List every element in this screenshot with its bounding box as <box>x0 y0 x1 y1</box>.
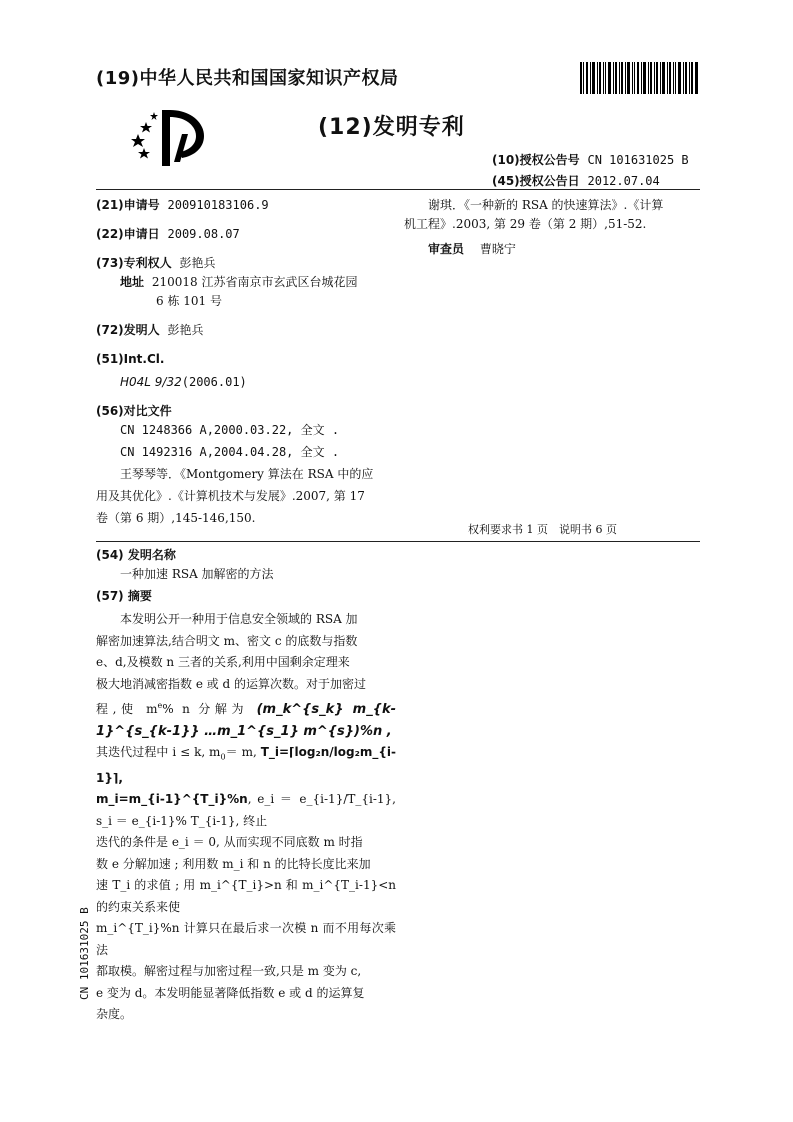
inventor: 彭艳兵 <box>167 323 204 337</box>
publication-number: CN 101631025 B <box>587 153 689 167</box>
header-divider <box>96 189 700 190</box>
abstract-label-row <box>96 587 396 606</box>
address-line-2: 6 栋 101 号 <box>156 294 222 308</box>
examiner: 曹晓宁 <box>479 242 516 256</box>
abstract-line-6: 其迭代过程中 i ≤ k, $m_0= m$, T_i=⌈log₂n/log₂m_{i-1}⌉, <box>96 745 396 785</box>
application-number-label: (21)申请号 <box>96 198 160 212</box>
filing-date-label: (22)申请日 <box>96 227 160 241</box>
address-label: 地址 <box>120 275 145 289</box>
patentee: 彭艳兵 <box>179 256 216 270</box>
intcl-year: (2006.01) <box>181 375 247 389</box>
filing-date: 2009.08.07 <box>167 227 240 241</box>
abstract-line-5: 程,使 $m^e\%$ n 分解为 (m_k^{s_k} m_{k-1}^{s_{k-1}} …m_1^{s_1} m^{s})%n , <box>96 701 397 739</box>
abstract-line-6-mid: ＝ m, <box>225 745 261 759</box>
abstract-line-13: e 变为 d。本发明能显著降低指数 e 或 d 的运算复 <box>96 985 365 1000</box>
biblio-divider <box>96 541 700 542</box>
invention-title-label: (54) 发明名称 <box>96 548 176 562</box>
inventor-label: (72)发明人 <box>96 323 160 337</box>
abstract-line-12: 都取模。解密过程与加密过程一致,只是 m 变为 c, <box>96 964 362 979</box>
bibliographic-data <box>96 196 396 528</box>
abstract-body <box>96 609 396 1026</box>
right-citations <box>404 196 704 259</box>
abstract-line-8: 迭代的条件是 e_i ＝ 0, 从而实现不同底数 m 时指 <box>96 835 363 850</box>
citation-3-line-3: 卷（第 6 期）,145-146,150. <box>96 511 256 525</box>
invention-title: 一种加速 RSA 加解密的方法 <box>120 567 274 581</box>
publication-number-label: (10)授权公告号 <box>492 153 580 167</box>
citation-1: CN 1248366 A,2000.03.22, 全文 . <box>120 423 340 437</box>
application-number: 200910183106.9 <box>167 198 269 212</box>
abstract-line-6-prefix: 其迭代过程中 i ≤ k, m <box>96 745 221 759</box>
citation-2: CN 1492316 A,2004.04.28, 全文 . <box>120 445 340 459</box>
abstract-line-10: 速 T_i 的求值 ; 用 m_i^{T_i}>n 和 m_i^{T_i-1}<n 的约束关系来使 <box>96 878 396 914</box>
abstract-line-7-rest: , e_i ＝ e_{i-1}/T_{i-1}, s_i ＝ e_{i-1}% T_{i-1}, 终止 <box>96 792 396 828</box>
citations-row <box>96 402 396 421</box>
patentee-label: (73)专利权人 <box>96 256 172 270</box>
intcl-code: H04L 9/32 <box>120 375 182 389</box>
examiner-label: 审查员 <box>428 242 465 256</box>
invention-section <box>96 546 396 606</box>
abstract-line-3: e、d,及模数 n 三者的关系,利用中国剩余定理来 <box>96 655 350 669</box>
address-row <box>96 273 396 292</box>
publication-date-line <box>492 172 660 189</box>
publication-date: 2012.07.04 <box>587 174 660 188</box>
pages-info: 权利要求书 1 页 说明书 6 页 <box>468 523 617 536</box>
citation-3-line-1: 王琴琴等．《Montgomery 算法在 RSA 中的应 <box>120 467 374 481</box>
abstract-line-7 <box>96 789 396 832</box>
intcl-row <box>96 350 396 369</box>
right-citation-line-1: 谢琪．《一种新的 RSA 的快速算法》.《计算 <box>428 198 664 212</box>
abstract-line-9: 数 e 分解加速 ; 利用数 m_i 和 n 的比特长度比来加 <box>96 856 371 871</box>
abstract-line-1: 本发明公开一种用于信息安全领域的 RSA 加 <box>96 612 358 626</box>
barcode <box>580 62 698 94</box>
patent-office-emblem-icon <box>124 104 210 172</box>
office-title: (19)中华人民共和国国家知识产权局 <box>96 68 399 89</box>
abstract-line-4: 极大地消减密指数 e 或 d 的运算次数。对于加密过 <box>96 676 367 691</box>
publication-number-line <box>492 151 689 168</box>
abstract-line-5-prefix: 程,使 m <box>96 702 158 716</box>
abstract-line-6-formula: T_i=⌈log₂n/log₂m_{i-1}⌉, <box>96 745 396 785</box>
application-number-row <box>96 196 396 215</box>
abstract-line-2: 解密加速算法,结合明文 m、密文 c 的底数与指数 <box>96 633 358 648</box>
abstract-line-14: 杂度。 <box>96 1007 133 1022</box>
citation-3-line-2: 用及其优化》.《计算机技术与发展》.2007, 第 17 <box>96 489 365 503</box>
abstract-line-7-formula: m_i=m_{i-1}^{T_i}%n <box>96 792 248 807</box>
abstract-line-11: m_i^{T_i}%n 计算只在最后求一次模 n 而不用每次乘法 <box>96 921 396 957</box>
invention-title-row <box>96 546 396 565</box>
side-patent-number: CN 101631025 B <box>78 907 91 1000</box>
publication-date-label: (45)授权公告日 <box>492 174 580 188</box>
intcl-code-row <box>96 373 396 392</box>
abstract-label: (57) 摘要 <box>96 589 152 603</box>
right-citation-line-2: 机工程》.2003, 第 29 卷（第 2 期）,51-52. <box>404 217 647 231</box>
citations-label: (56)对比文件 <box>96 404 172 418</box>
examiner-row <box>404 240 704 259</box>
abstract-formula: (m_k^{s_k} m_{k-1}^{s_{k-1}} …m_1^{s_1} m^{s})%n , <box>96 702 397 739</box>
inventor-row <box>96 321 396 340</box>
filing-date-row <box>96 225 396 244</box>
address-line-1: 210018 江苏省南京市玄武区台城花园 <box>151 275 358 289</box>
patentee-row <box>96 254 396 273</box>
patent-type-title: (12)发明专利 <box>318 115 465 140</box>
intcl-label: (51)Int.Cl. <box>96 352 165 366</box>
abstract-line-5-mid: % n 分解为 <box>162 702 249 716</box>
